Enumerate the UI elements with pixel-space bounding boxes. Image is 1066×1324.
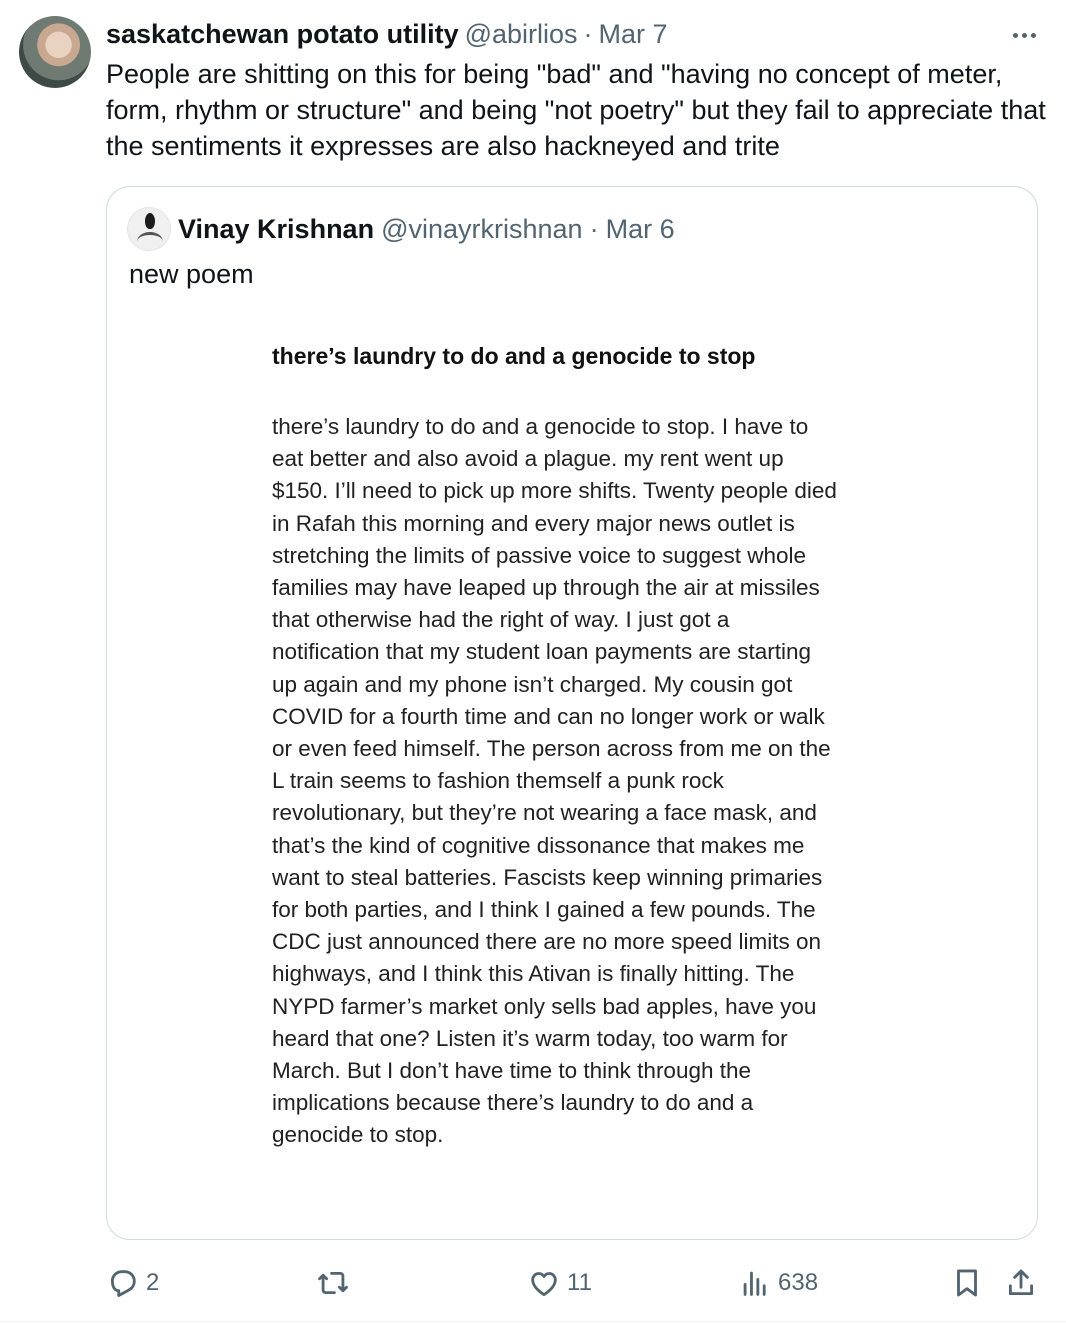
author-avatar[interactable] [19, 16, 91, 88]
like-button[interactable] [527, 1258, 592, 1308]
poem-title: there’s laundry to do and a genocide to stop [272, 343, 756, 369]
retweet-icon [316, 1266, 350, 1300]
bookmark-button[interactable] [950, 1258, 984, 1308]
quoted-text: new poem [129, 259, 254, 289]
reply-button[interactable] [106, 1258, 159, 1308]
poem-body: there’s laundry to do and a genocide to stop. I have to eat better and also avoid a plague. my rent went up $150. I’ll need to pick up more shifts. Twenty people died in Rafah this morning and every major news outlet is stretching the limits of passive voice to suggest whole families may have leaped up through the air at missiles that otherwise had the right of way. I just got a notification that my student loan payments are starting up again and my phone isn’t charged. My cousin got COVID for a fourth time and can no longer work or walk or even feed himself. The person across from me on the L train seems to fashion themself a punk rock revolutionary, but they’re not wearing a face mask, and that’s the kind of cognitive dissonance that makes me want to steal batteries. Fascists keep winning primaries for both parties, and I think I gained a few pounds. The CDC just announced there are no more speed limits on highways, and I think this Ativan is finally hitting. The NYPD farmer’s market only sells bad apples, have you heard that one? Listen it’s warm today, too warm for March. But I don’t have time to think through the implications because there’s laundry to do and a genocide to stop. [272, 414, 837, 1148]
like-count: 11 [567, 1269, 592, 1296]
views-button[interactable] [738, 1258, 818, 1308]
quoted-date: Mar 6 [605, 213, 675, 244]
quoted-author-handle: @vinayrkrishnan [381, 213, 583, 244]
header-separator: · [583, 18, 593, 49]
tweet-date[interactable]: Mar 7 [598, 18, 668, 49]
quoted-author-name: Vinay Krishnan [178, 213, 375, 244]
quoted-avatar [127, 207, 171, 251]
retweet-button[interactable] [316, 1258, 350, 1308]
author-handle[interactable]: @abirlios [464, 18, 578, 49]
tweet-header [106, 14, 668, 54]
share-button[interactable] [1004, 1258, 1038, 1308]
quoted-separator: · [589, 213, 599, 244]
reply-icon [106, 1266, 140, 1300]
share-icon [1004, 1266, 1038, 1300]
divider [0, 1321, 1066, 1322]
author-name[interactable]: saskatchewan potato utility [106, 18, 459, 49]
views-icon [738, 1266, 772, 1300]
quoted-header [127, 209, 675, 249]
action-bar [0, 1258, 1066, 1308]
like-icon [527, 1266, 561, 1300]
tweet-text: People are shitting on this for being "bad" and "having no concept of meter, form, rhythm or structure" and being "not poetry" but they fail to appreciate that the sentiments it expresses are also hackneyed and trite [106, 59, 1046, 161]
quoted-tweet[interactable] [106, 186, 1038, 1240]
view-count: 638 [778, 1269, 819, 1296]
bookmark-icon [950, 1266, 984, 1300]
more-icon[interactable] [1004, 20, 1044, 50]
reply-count: 2 [146, 1269, 160, 1296]
poem-image[interactable] [107, 305, 1037, 1240]
